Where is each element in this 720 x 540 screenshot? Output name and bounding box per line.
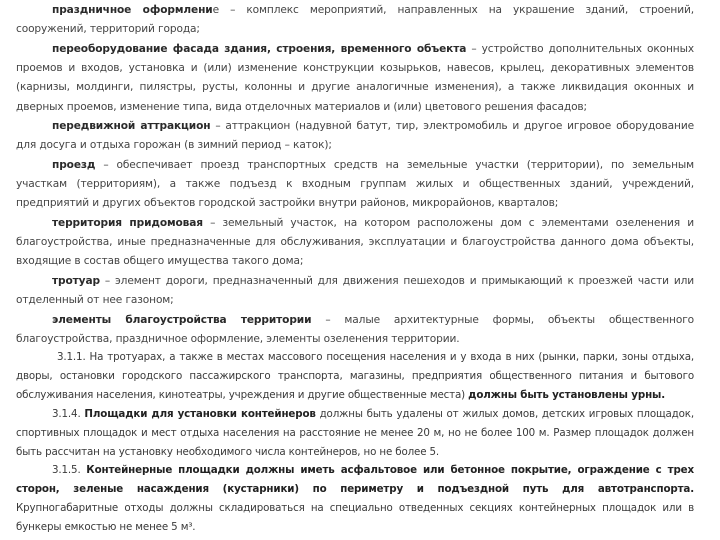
- definition-text: – малые архитектурные формы, объекты общественного благоустройства, праздничное оформление, элементы озеленения территории.: [16, 313, 694, 345]
- rule-text: должны быть удалены от жилых домов, детских игровых площадок, спортивных площадок и мест отдыха населения на расстояние не менее 20 м, но не более 100 м. Размер площадок должен быть рассчитан на установку необходимого числа контейнеров, но не более 5.: [16, 407, 694, 458]
- definition-term: тротуар: [52, 274, 100, 287]
- definition-text: – устройство дополнительных оконных проемов и входов, установка и (или) изменение конструкции козырьков, навесов, крылец, декоративных элементов (карнизы, молдинги, пилястры, русты, колонны и другие аналогичные изменения), а также ликвидация оконных и дверных проемов, изменение типа, вида отделочных материалов и (или) цветового решения фасадов;: [16, 42, 694, 113]
- rule-bold-text: Контейнерные площадки должны иметь асфальтовое или бетонное покрытие, ограждение с трех сторон, зеленые насаждения (кустарники) по периметру и подъездной путь для автотранспорта.: [16, 464, 694, 496]
- rules-section: [16, 348, 694, 537]
- definition-text: – обеспечивает проезд транспортных средств на земельные участки (территории), по земельным участкам (территориям), а также подъезд к входным группам жилых и общественных зданий, учреждений, предприятий и других объектов городской застройки внутри районов, микрорайонов, кварталов;: [16, 158, 694, 210]
- definition-term: переоборудование фасада здания, строения, временного объекта: [52, 42, 467, 55]
- definition-paragraph: [16, 272, 694, 311]
- definition-text: – земельный участок, на котором расположены дом с элементами озеленения и благоустройства, иные предназначенные для обслуживания, эксплуатации и благоустройства данного дома объекты, входящие в состав общего имущества такого дома;: [16, 216, 694, 268]
- definition-term: передвижной аттракцион: [52, 120, 211, 133]
- rule-3-1-4: [16, 405, 694, 462]
- definitions-section: [16, 1, 694, 349]
- rule-text: Крупногабаритные отходы должны складироваться на специально отведенных секциях контейнерных площадок или в бункеры емкостью не менее 5 м³.: [16, 502, 694, 534]
- definition-term: элементы благоустройства территории: [52, 313, 312, 326]
- rule-number: 3.1.4.: [52, 407, 85, 420]
- definition-term: проезд: [52, 158, 96, 171]
- definition-term: праздничное оформлени: [52, 4, 213, 16]
- definition-term: территория придомовая: [52, 216, 203, 229]
- rule-bold-text: должны быть установлены урны.: [468, 388, 665, 401]
- definition-paragraph: [16, 117, 694, 156]
- rule-number: 3.1.5.: [52, 464, 87, 477]
- definition-term-tail: е: [212, 4, 219, 16]
- definition-paragraph: [16, 214, 694, 272]
- definition-text: – элемент дороги, предназначенный для движения пешеходов и примыкающий к проезжей части или отделенный от нее газоном;: [16, 274, 694, 307]
- definition-paragraph: [16, 1, 694, 40]
- definition-paragraph: [16, 311, 694, 350]
- rule-3-1-5: [16, 461, 694, 537]
- definition-text: – комплекс мероприятий, направленных на украшение зданий, строений, сооружений, территорий города;: [16, 4, 694, 36]
- definition-paragraph: [16, 156, 694, 214]
- rule-3-1-1: [16, 348, 694, 405]
- definition-paragraph: [16, 40, 694, 117]
- rule-bold-text: Площадки для установки контейнеров: [84, 407, 316, 420]
- rule-text: 3.1.1. На тротуарах, а также в местах массового посещения населения и у входа в них (рынки, парки, зоны отдыха, дворы, остановки городского пассажирского транспорта, магазины, предприятия общественного питания и бытового обслуживания населения, кинотеатры, учреждения и другие общественные места): [16, 351, 694, 401]
- definition-text: – аттракцион (надувной батут, тир, электромобиль и другое игровое оборудование для досуга и отдыха горожан (в зимний период – каток);: [16, 120, 694, 152]
